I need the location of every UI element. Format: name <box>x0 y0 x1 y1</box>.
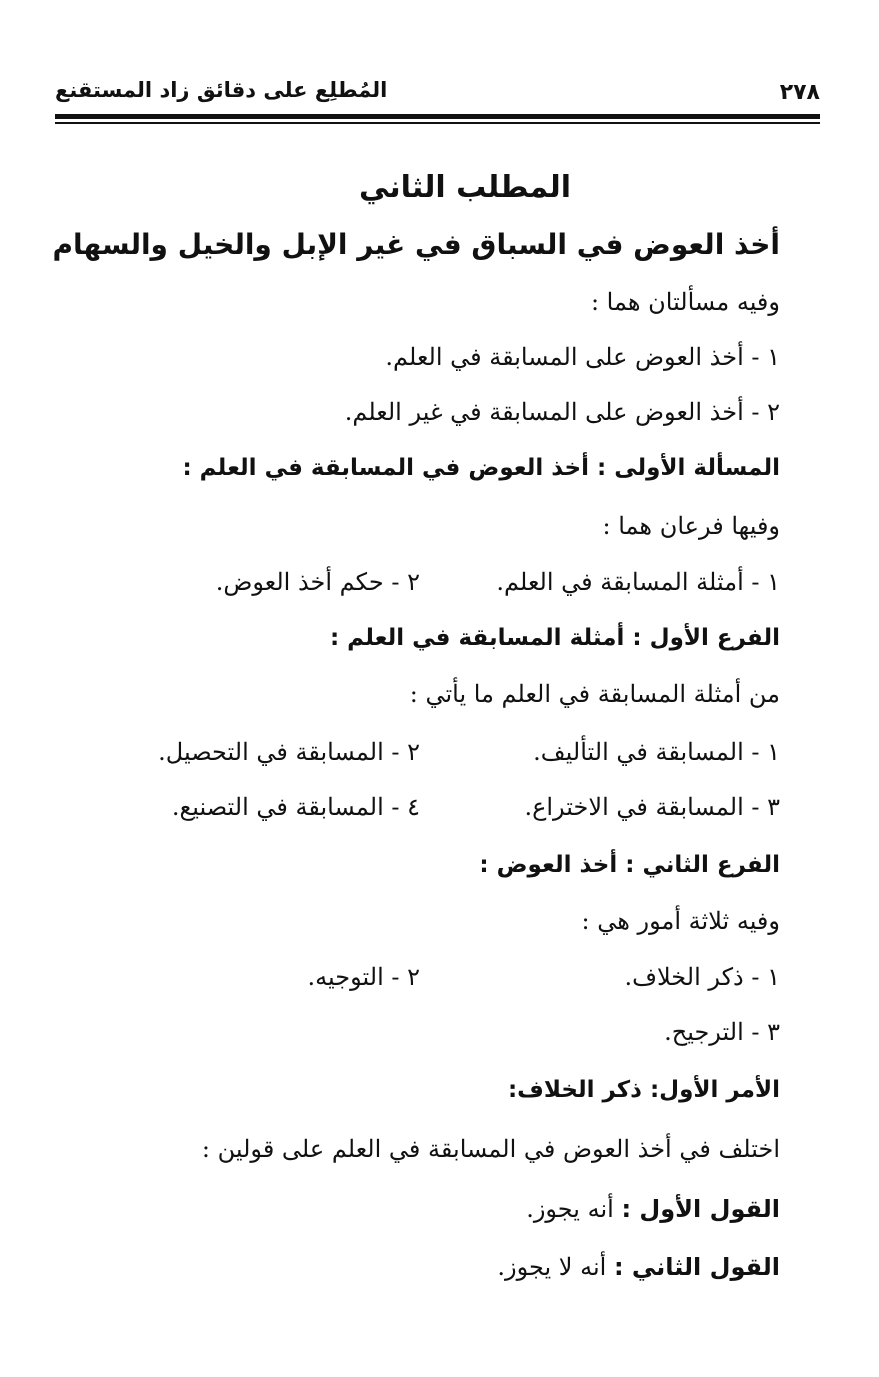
two-column-row <box>150 963 780 997</box>
list-item: ٢ - التوجيه. <box>307 963 420 991</box>
opinion-line <box>497 1253 780 1281</box>
section-subtitle: أخذ العوض في السباق في غير الإبل والخيل والسهام <box>52 228 780 261</box>
list-item: ١ - ذكر الخلاف. <box>624 963 780 991</box>
list-item: ١ - المسابقة في التأليف. <box>533 738 780 766</box>
two-column-row <box>150 738 780 772</box>
opinion-label: القول الثاني : <box>613 1253 780 1281</box>
branch-heading: الفرع الثاني : أخذ العوض : <box>479 852 780 878</box>
list-item: ٢ - حكم أخذ العوض. <box>215 568 420 596</box>
section-title: المطلب الثاني <box>358 170 571 205</box>
page-header <box>55 72 820 112</box>
paragraph-line: اختلف في أخذ العوض في المسابقة في العلم على قولين : <box>201 1135 780 1163</box>
header-rule-thick <box>55 114 820 119</box>
two-column-row <box>150 793 780 827</box>
opinion-line <box>526 1195 780 1223</box>
list-item: ١ - أخذ العوض على المسابقة في العلم. <box>385 343 780 371</box>
branch-heading: الفرع الأول : أمثلة المسابقة في العلم : <box>329 625 780 651</box>
two-column-row <box>150 568 780 602</box>
header-rule-thin <box>55 122 820 124</box>
intro-line: وفيه ثلاثة أمور هي : <box>581 907 780 935</box>
list-item: ٤ - المسابقة في التصنيع. <box>171 793 420 821</box>
list-item: ٣ - الترجيح. <box>664 1018 780 1046</box>
list-item: ٢ - المسابقة في التحصيل. <box>158 738 420 766</box>
list-item: ١ - أمثلة المسابقة في العلم. <box>496 568 780 596</box>
list-item: ٢ - أخذ العوض على المسابقة في غير العلم. <box>344 398 780 426</box>
intro-line: وفيها فرعان هما : <box>602 512 780 540</box>
opinion-label: القول الأول : <box>621 1195 780 1223</box>
matter-heading: الأمر الأول: ذكر الخلاف: <box>507 1077 780 1103</box>
intro-line: وفيه مسألتان هما : <box>590 288 780 316</box>
running-title: المُطلِع على دقائق زاد المستقنع <box>55 78 388 102</box>
opinion-text: أنه يجوز. <box>526 1195 614 1223</box>
opinion-text: أنه لا يجوز. <box>497 1253 607 1281</box>
list-item: ٣ - المسابقة في الاختراع. <box>524 793 780 821</box>
page-number: ٢٧٨ <box>779 80 820 105</box>
intro-line: من أمثلة المسابقة في العلم ما يأتي : <box>409 680 780 708</box>
issue-heading: المسألة الأولى : أخذ العوض في المسابقة في العلم : <box>182 455 780 481</box>
